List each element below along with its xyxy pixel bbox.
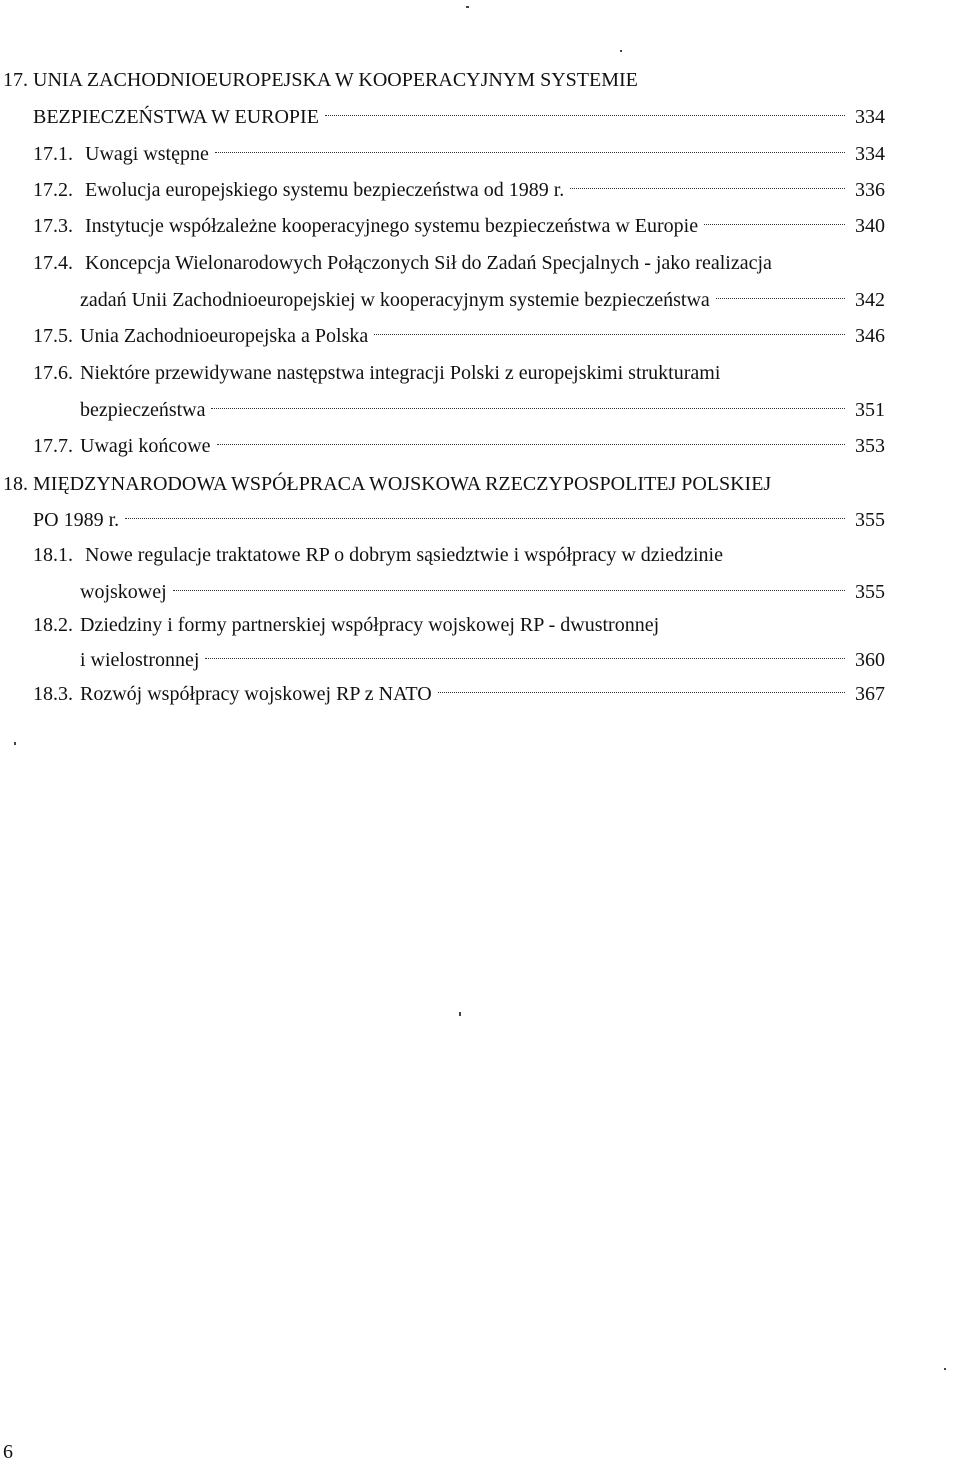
toc-entry-title: Rozwój współpracy wojskowej RP z NATO — [80, 683, 432, 705]
toc-entry-title-cont: wojskowej — [80, 581, 167, 603]
toc-entry-title-cont: bezpieczeństwa — [80, 399, 206, 421]
toc-leader-dots — [704, 224, 845, 225]
toc-entry-title: Instytucje współzależne kooperacyjnego systemu bezpieczeństwa w Europie — [85, 215, 699, 237]
toc-entry-17-3 — [0, 208, 960, 244]
toc-entry-title: Koncepcja Wielonarodowych Połączonych Sił do Zadań Specjalnych - jako realizacja — [85, 252, 772, 274]
toc-entry-number: 17.2. — [33, 179, 73, 201]
toc-chapter-18-line2 — [0, 502, 960, 538]
toc-entry-number: 18.3. — [33, 683, 73, 705]
toc-entry-number: 17.1. — [33, 143, 73, 165]
scan-speck — [466, 6, 469, 8]
toc-page-number: 355 — [855, 581, 885, 603]
toc-entry-title: Nowe regulacje traktatowe RP o dobrym sąsiedztwie i współpracy w dziedzinie — [85, 544, 723, 566]
toc-leader-dots — [125, 518, 845, 519]
toc-chapter-17-line1 — [0, 62, 960, 98]
toc-entry-17-7 — [0, 428, 960, 464]
toc-entry-17-6-line2 — [0, 392, 960, 428]
toc-entry-17-6-line1 — [0, 355, 960, 391]
toc-chapter-number: 18. — [3, 473, 28, 495]
toc-entry-title: Ewolucja europejskiego systemu bezpieczeństwa od 1989 r. — [85, 179, 565, 201]
toc-page-number: 355 — [855, 509, 885, 531]
toc-entry-18-1-line2 — [0, 574, 960, 610]
toc-entry-17-1 — [0, 136, 960, 172]
toc-leader-dots — [215, 152, 845, 153]
toc-page-number: 340 — [855, 215, 885, 237]
toc-entry-title: Unia Zachodnioeuropejska a Polska — [80, 325, 369, 347]
scan-speck — [620, 50, 622, 52]
toc-entry-number: 17.6. — [33, 362, 73, 384]
toc-page-number: 351 — [855, 399, 885, 421]
toc-entry-18-3 — [0, 676, 960, 712]
toc-entry-title: Uwagi wstępne — [85, 143, 209, 165]
toc-leader-dots — [438, 692, 845, 693]
toc-chapter-title: MIĘDZYNARODOWA WSPÓŁPRACA WOJSKOWA RZECZYPOSPOLITEJ POLSKIEJ — [33, 473, 772, 495]
toc-entry-title-cont: i wielostronnej — [80, 649, 200, 671]
toc-entry-title-cont: zadań Unii Zachodnioeuropejskiej w kooperacyjnym systemie bezpieczeństwa — [80, 289, 710, 311]
toc-entry-17-2 — [0, 172, 960, 208]
scan-speck — [14, 742, 16, 745]
toc-leader-dots — [173, 590, 845, 591]
toc-entry-17-4-line2 — [0, 282, 960, 318]
toc-page-number: 346 — [855, 325, 885, 347]
toc-leader-dots — [325, 115, 845, 116]
toc-leader-dots — [374, 334, 845, 335]
toc-entry-17-5 — [0, 318, 960, 354]
toc-page-number: 360 — [855, 649, 885, 671]
toc-leader-dots — [570, 188, 845, 189]
toc-entry-number: 17.7. — [33, 435, 73, 457]
page-number: 6 — [3, 1441, 13, 1463]
toc-page-number: 336 — [855, 179, 885, 201]
toc-entry-18-2-line1 — [0, 607, 960, 643]
toc-entry-number: 17.4. — [33, 252, 73, 274]
toc-entry-number: 18.1. — [33, 544, 73, 566]
toc-leader-dots — [205, 658, 845, 659]
toc-leader-dots — [211, 408, 845, 409]
toc-entry-title: Niektóre przewidywane następstwa integracji Polski z europejskimi strukturami — [80, 362, 721, 384]
toc-page-number: 342 — [855, 289, 885, 311]
toc-entry-number: 18.2. — [33, 614, 73, 636]
toc-entry-title: Dziedziny i formy partnerskiej współpracy wojskowej RP - dwustronnej — [80, 614, 660, 636]
toc-page-number: 334 — [855, 106, 885, 128]
toc-chapter-title-cont: PO 1989 r. — [33, 509, 120, 531]
toc-page-number: 353 — [855, 435, 885, 457]
toc-chapter-18-line1 — [0, 466, 960, 502]
toc-page-number: 334 — [855, 143, 885, 165]
toc-chapter-17-line2 — [0, 99, 960, 135]
toc-entry-number: 17.3. — [33, 215, 73, 237]
toc-entry-18-2-line2 — [0, 642, 960, 678]
toc-chapter-title-cont: BEZPIECZEŃSTWA W EUROPIE — [33, 106, 319, 128]
toc-chapter-number: 17. — [3, 69, 28, 91]
toc-entry-title: Uwagi końcowe — [80, 435, 211, 457]
scan-speck — [944, 1368, 946, 1370]
toc-entry-number: 17.5. — [33, 325, 73, 347]
toc-leader-dots — [716, 298, 845, 299]
toc-entry-17-4-line1 — [0, 245, 960, 281]
toc-entry-18-1-line1 — [0, 537, 960, 573]
scan-speck — [459, 1012, 461, 1016]
toc-chapter-title: UNIA ZACHODNIOEUROPEJSKA W KOOPERACYJNYM SYSTEMIE — [33, 69, 638, 91]
toc-page-number: 367 — [855, 683, 885, 705]
toc-leader-dots — [217, 444, 845, 445]
